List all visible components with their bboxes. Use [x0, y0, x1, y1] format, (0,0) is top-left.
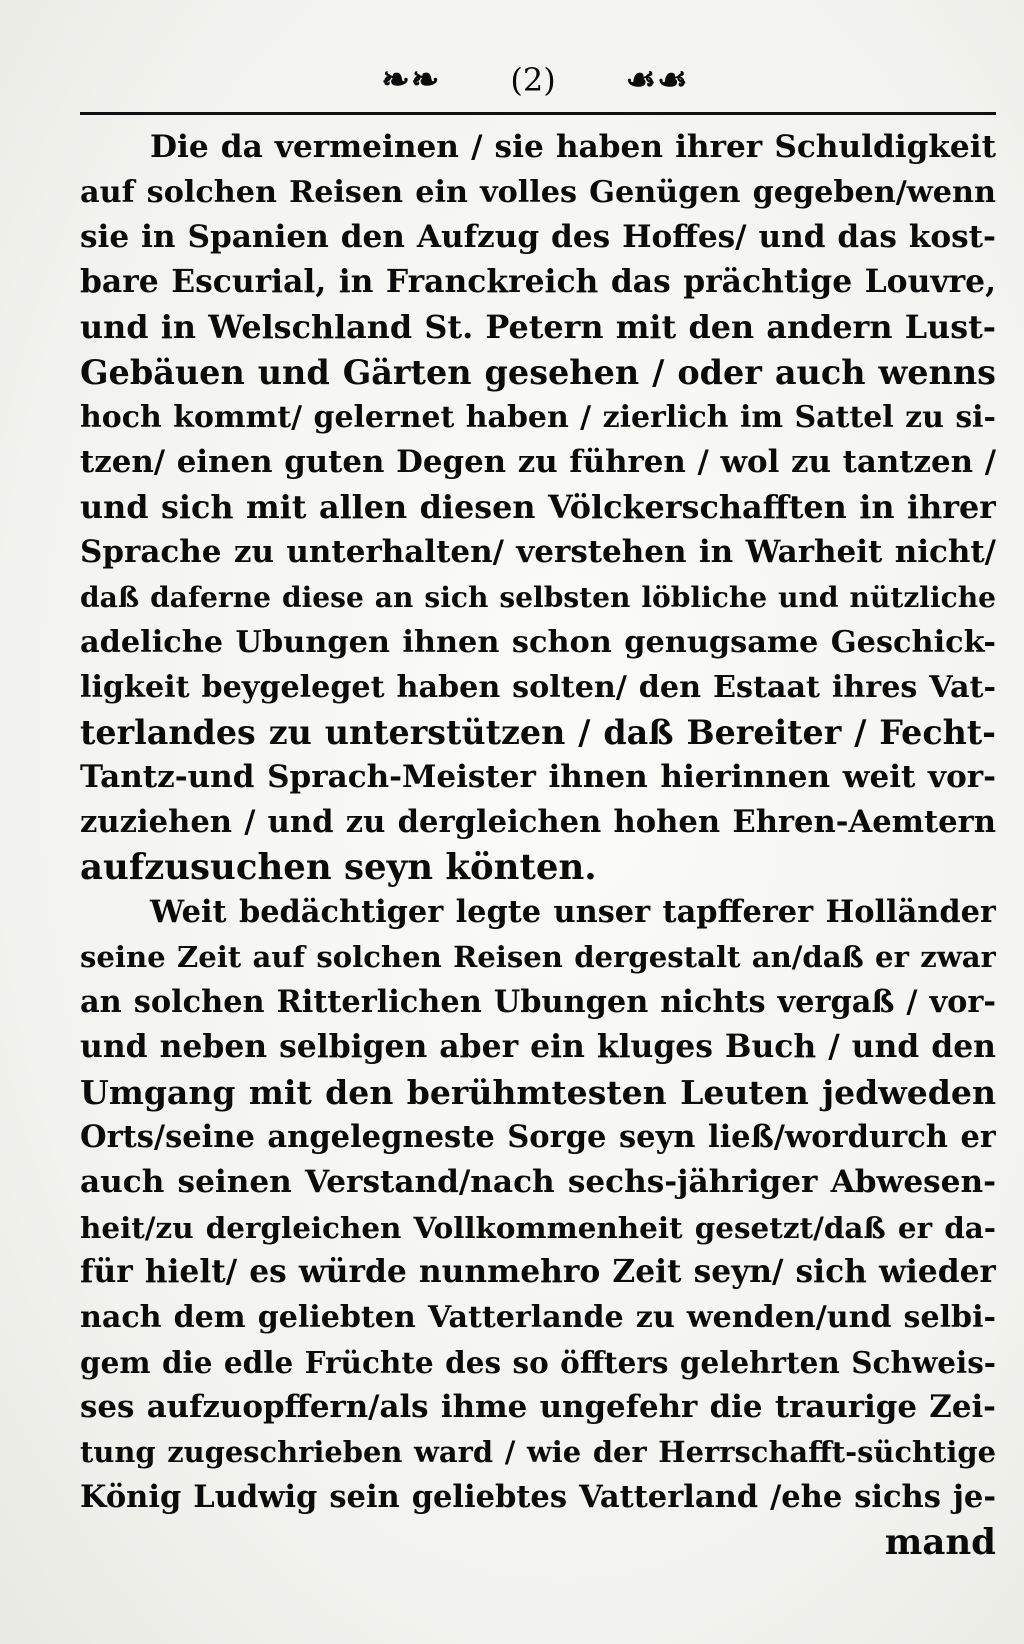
text-line: aufzusuchen seyn könten. [80, 847, 597, 888]
page-number: (2) [510, 61, 556, 99]
text-line: hoch kommt/ gelernet haben / zierlich im Sattel zu si- [80, 400, 996, 435]
paragraph-2 [80, 890, 996, 1520]
text-line: Tantz-und Sprach-Meister ihnen hierinnen weit vor- [80, 759, 996, 795]
text-line: an solchen Ritterlichen Ubungen nichts vergaß / vor- [80, 984, 996, 1020]
text-line: auch seinen Verstand/nach sechs-jähriger Abwesen- [80, 1164, 996, 1200]
text-line: seine Zeit auf solchen Reisen dergestalt an/daß er zwar [80, 940, 996, 974]
text-line: Die da vermeinen / sie haben ihrer Schuldigkeit [150, 129, 996, 165]
text-line: zuziehen / und zu dergleichen hohen Ehren-Aemtern [80, 804, 996, 840]
text-line: und neben selbigen aber ein kluges Buch / und den [80, 1029, 996, 1065]
text-line: König Ludwig sein geliebtes Vatterland /ehe sichs je- [80, 1479, 996, 1515]
header-rule [80, 112, 996, 115]
text-line: nach dem geliebten Vatterlande zu wenden/und selbi- [80, 1300, 996, 1335]
text-line: bare Escurial, in Franckreich das prächtige Louvre, [80, 264, 996, 300]
right-ornament: ☙☙ [625, 60, 689, 100]
text-line: Gebäuen und Gärten gesehen / oder auch wenns [80, 353, 996, 392]
left-ornament: ❧❧ [381, 60, 441, 100]
text-line: Sprache zu unterhalten/ verstehen in Warheit nicht/ [80, 534, 996, 570]
text-line: daß daferne diese an sich selbsten löbliche und nützliche [80, 581, 996, 614]
catchword: mand [884, 1522, 996, 1563]
paragraph-1 [80, 125, 996, 890]
text-line: und sich mit allen diesen Völckerschafften in ihrer [80, 488, 996, 526]
text-line: ses aufzuopffern/als ihme ungefehr die traurige Zei- [80, 1389, 996, 1425]
text-line: adeliche Ubungen ihnen schon genugsame Geschick- [80, 625, 996, 660]
text-line: ligkeit beygeleget haben solten/ den Estaat ihres Vat- [80, 670, 996, 705]
text-line: Umgang mit den berühmtesten Leuten jedweden [80, 1073, 996, 1112]
text-line: terlandes zu unterstützen / daß Bereiter / Fecht- [80, 713, 996, 752]
page-header [74, 54, 996, 106]
text-line: für hielt/ es würde nunmehro Zeit seyn/ sich wieder [80, 1254, 996, 1290]
text-line: Weit bedächtiger legte unser tapfferer Holländer [150, 894, 996, 930]
text-line: sie in Spanien den Aufzug des Hoffes/ und das kost- [80, 219, 996, 255]
text-line: auf solchen Reisen ein volles Genügen gegeben/wenn [80, 175, 996, 210]
text-line: und in Welschland St. Petern mit den andern Lust- [80, 308, 996, 346]
text-line: tzen/ einen guten Degen zu führen / wol zu tantzen / [80, 444, 996, 480]
text-line: gem die edle Früchte des so öffters gelehrten Schweis- [80, 1345, 996, 1380]
body-text [80, 125, 996, 1565]
text-line: heit/zu dergleichen Vollkommenheit gesetzt/daß er da- [80, 1210, 996, 1245]
text-line: Orts/seine angelegneste Sorge seyn ließ/wordurch er [80, 1119, 996, 1155]
text-line: tung zugeschrieben ward / wie der Herrschafft-süchtige [80, 1435, 996, 1469]
